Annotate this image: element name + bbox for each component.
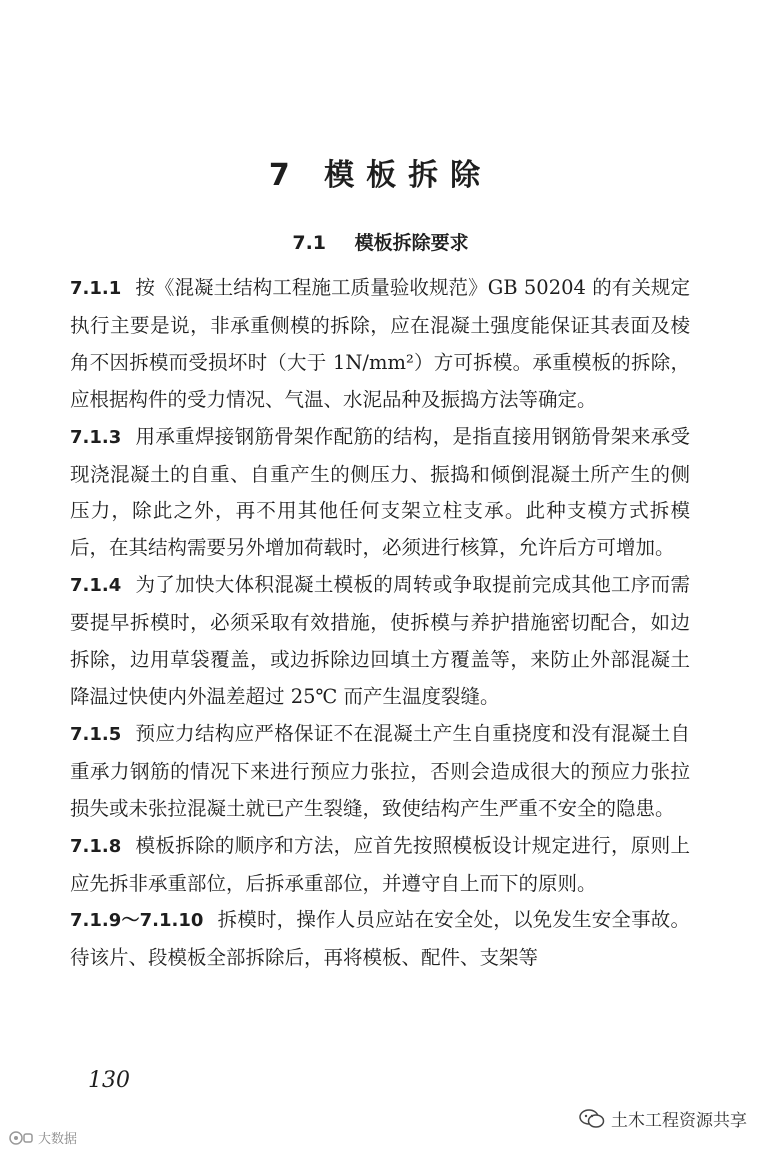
clause-7-1-1 [70,270,690,419]
clause-number: 7.1.3 [70,426,122,448]
clause-7-1-5 [70,716,690,828]
watermark [579,1106,747,1131]
clause-7-1-8 [70,828,690,903]
page-number: 130 [88,1068,130,1093]
clause-7-1-9-to-7-1-10 [70,902,690,977]
chapter-title [0,150,761,194]
clause-text: 拆模时，操作人员应站在安全处，以免发生安全事故。待该片、段模板全部拆除后，再将模板、配件、支架等 [70,908,690,970]
watermark-text: 土木工程资源共享 [611,1111,747,1131]
clause-list [70,270,690,977]
section-number: 7.1 [292,232,327,254]
clause-7-1-3 [70,419,690,568]
clause-number: 7.1.9～7.1.10 [70,910,204,932]
camera-logo-icon [8,1130,34,1146]
clause-text: 为了加快大体积混凝土模板的周转或争取提前完成其他工序而需要提早拆模时，必须采取有效措施，使拆模与养护措施密切配合，如边拆除，边用草袋覆盖，或边拆除边回填土方覆盖等，来防止外部混凝土降温过快使内外温差超过 25℃ 而产生温度裂缝。 [70,573,690,708]
section-title [0,228,761,255]
clause-number: 7.1.8 [70,835,122,857]
corner-mark-text: 大数据 [38,1132,78,1147]
clause-text: 预应力结构应严格保证不在混凝土产生自重挠度和没有混凝土自重承力钢筋的情况下来进行预应力张拉，否则会造成很大的预应力张拉损失或未张拉混凝土就已产生裂缝，致使结构产生严重不安全的隐患。 [70,721,690,820]
clause-text: 用承重焊接钢筋骨架作配筋的结构，是指直接用钢筋骨架来承受现浇混凝土的自重、自重产生的侧压力、振捣和倾倒混凝土所产生的侧压力，除此之外，再不用其他任何支架立柱支承。此种支模方式拆模后，在其结构需要另外增加荷载时，必须进行核算，允许后方可增加。 [70,424,690,560]
clause-text: 模板拆除的顺序和方法，应首先按照模板设计规定进行，原则上应先拆非承重部位，后拆承重部位，并遵守自上而下的原则。 [70,833,690,895]
clause-number: 7.1.1 [70,278,122,299]
chapter-name: 模板拆除 [324,158,493,193]
clause-7-1-4 [70,567,690,716]
section-name: 模板拆除要求 [354,232,469,254]
wechat-bubble-icon [579,1108,605,1130]
clause-number: 7.1.4 [70,575,122,597]
clause-number: 7.1.5 [70,723,122,745]
clause-text: 按《混凝土结构工程施工质量验收规范》GB 50204 的有关规定执行主要是说，非承重侧模的拆除，应在混凝土强度能保证其表面及棱角不因拆模而受损坏时（大于 1N/mm²）方可拆模。承重模板的拆除，应根据构件的受力情况、气温、水泥品种及振捣方法等确定。 [70,276,690,411]
corner-mark [8,1128,77,1147]
chapter-number: 7 [268,158,302,193]
